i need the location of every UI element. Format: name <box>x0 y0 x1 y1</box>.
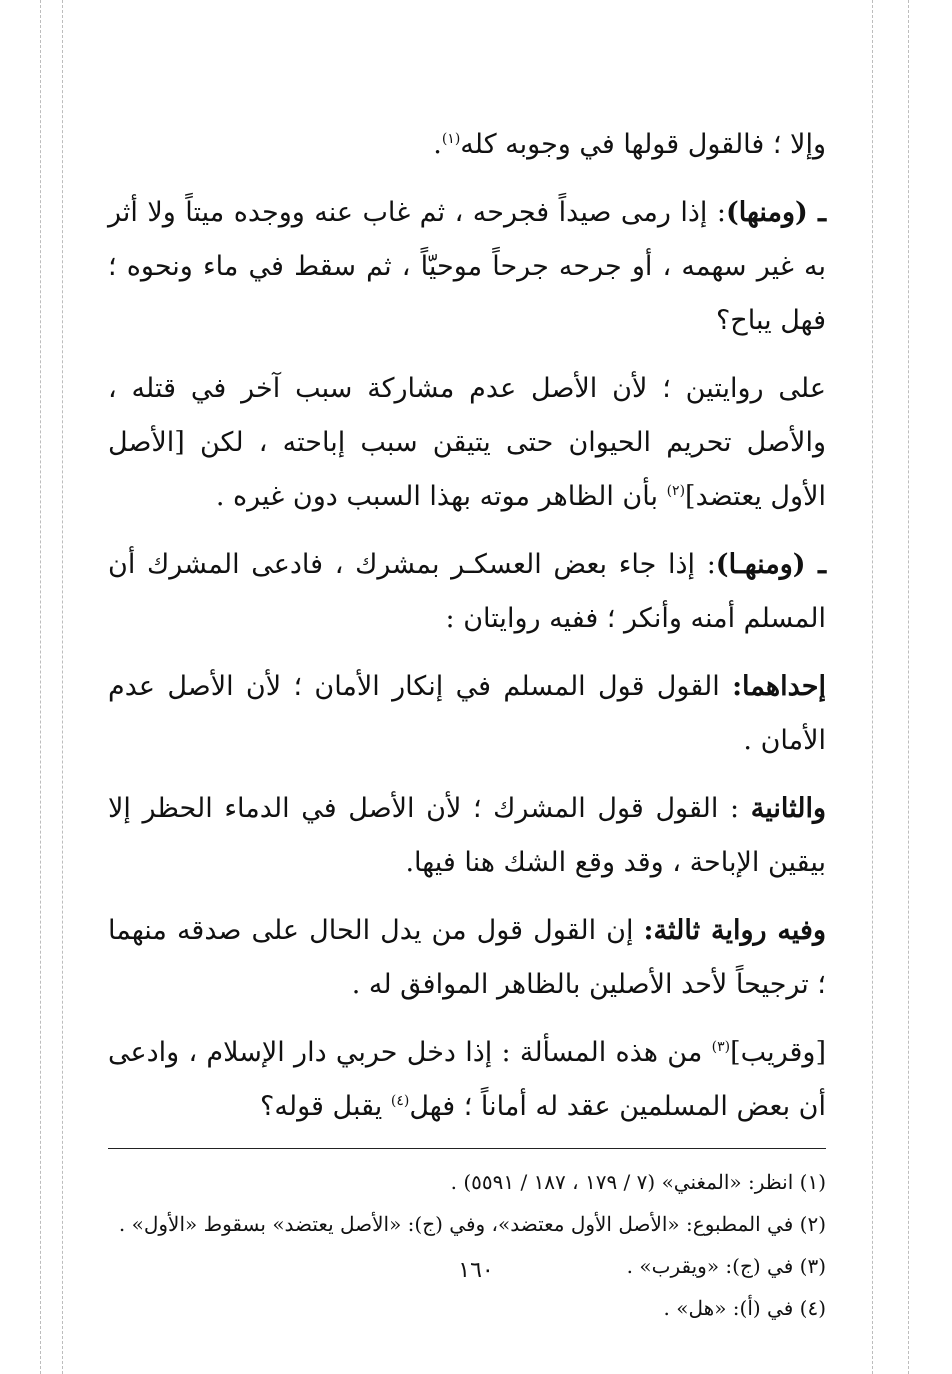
paragraph-5: إحداهما: القول قول المسلم في إنكار الأمان ؛ لأن الأصل عدم الأمان . <box>108 671 826 756</box>
footnote-4: (٤) في (أ): «هل» . <box>663 1296 826 1320</box>
paragraph-label: ـ (ومنهـا) <box>715 549 826 580</box>
footnote-ref-3[interactable]: (٣) <box>711 1039 731 1055</box>
footnote-ref-4[interactable]: (٤) <box>390 1093 410 1109</box>
margin-guide-right <box>908 0 909 1374</box>
footnotes <box>108 1163 826 1327</box>
page-body <box>108 118 826 1331</box>
paragraph-label: وفيه رواية ثالثة: <box>643 915 826 946</box>
footnote-3: (٣) في (ج): «ويقرب» . <box>626 1254 826 1278</box>
page-number: ١٦٠ <box>458 1258 494 1283</box>
paragraph-7: وفيه رواية ثالثة: إن القول قول من يدل الحال على صدقه منهما ؛ ترجيحاً لأحد الأصلين بالظاهر الموافق له . <box>108 915 826 1000</box>
footnote-ref-2[interactable]: (٢) <box>666 483 686 499</box>
footnote-1: (١) انظر: «المغني» (٧ / ١٧٩ ، ١٨٧ / ٥٥٩١) . <box>450 1170 826 1194</box>
paragraph-label: ـ (ومنها) <box>725 197 826 228</box>
paragraph-4: ـ (ومنهـا): إذا جاء بعض العسكـر بمشرك ، فادعى المشرك أن المسلم أمنه وأنكر ؛ ففيه روايتان : <box>108 549 826 634</box>
paragraph-2: ـ (ومنها): إذا رمى صيداً فجرحه ، ثم غاب عنه ووجده ميتاً ولا أثر به غير سهمه ، أو جرحه جرحاً موحيّاً ، ثم سقط في ماء ونحوه ؛ فهل يباح؟ <box>108 197 826 336</box>
paragraph-6: والثانية : القول قول المشرك ؛ لأن الأصل في الدماء الحظر إلا بيقين الإباحة ، وقد وقع الشك هنا فيها. <box>108 793 826 878</box>
paragraph-8: [وقريب]$^{(٣)}$ من هذه المسألة : إذا دخل حربي دار الإسلام ، وادعى أن بعض المسلمين عقد له أماناً ؛ فهل$^{(٤)}$ يقبل قوله؟ <box>108 1037 826 1122</box>
margin-guide-right-inner <box>872 0 873 1374</box>
paragraph-1: وإلا ؛ فالقول قولها في وجوبه كله$^{(١)}$. <box>433 129 826 160</box>
margin-guide-left-inner <box>62 0 63 1374</box>
footnote-ref-1[interactable]: (١) <box>441 131 461 147</box>
paragraph-label: والثانية <box>750 793 826 824</box>
paragraph-label: إحداهما: <box>732 671 826 702</box>
paragraph-3: على روايتين ؛ لأن الأصل عدم مشاركة سبب آخر في قتله ، والأصل تحريم الحيوان حتى يتيقن سبب إباحته ، لكن [الأصل الأول يعتضد]$^{(٢)}$ بأن الظاهر موته بهذا السبب دون غيره . <box>108 373 826 512</box>
margin-guide-left <box>40 0 41 1374</box>
footnote-2: (٢) في المطبوع: «الأصل الأول معتضد»، وفي (ج): «الأصل يعتضد» بسقوط «الأول» . <box>118 1212 826 1236</box>
footnote-divider <box>108 1148 826 1149</box>
